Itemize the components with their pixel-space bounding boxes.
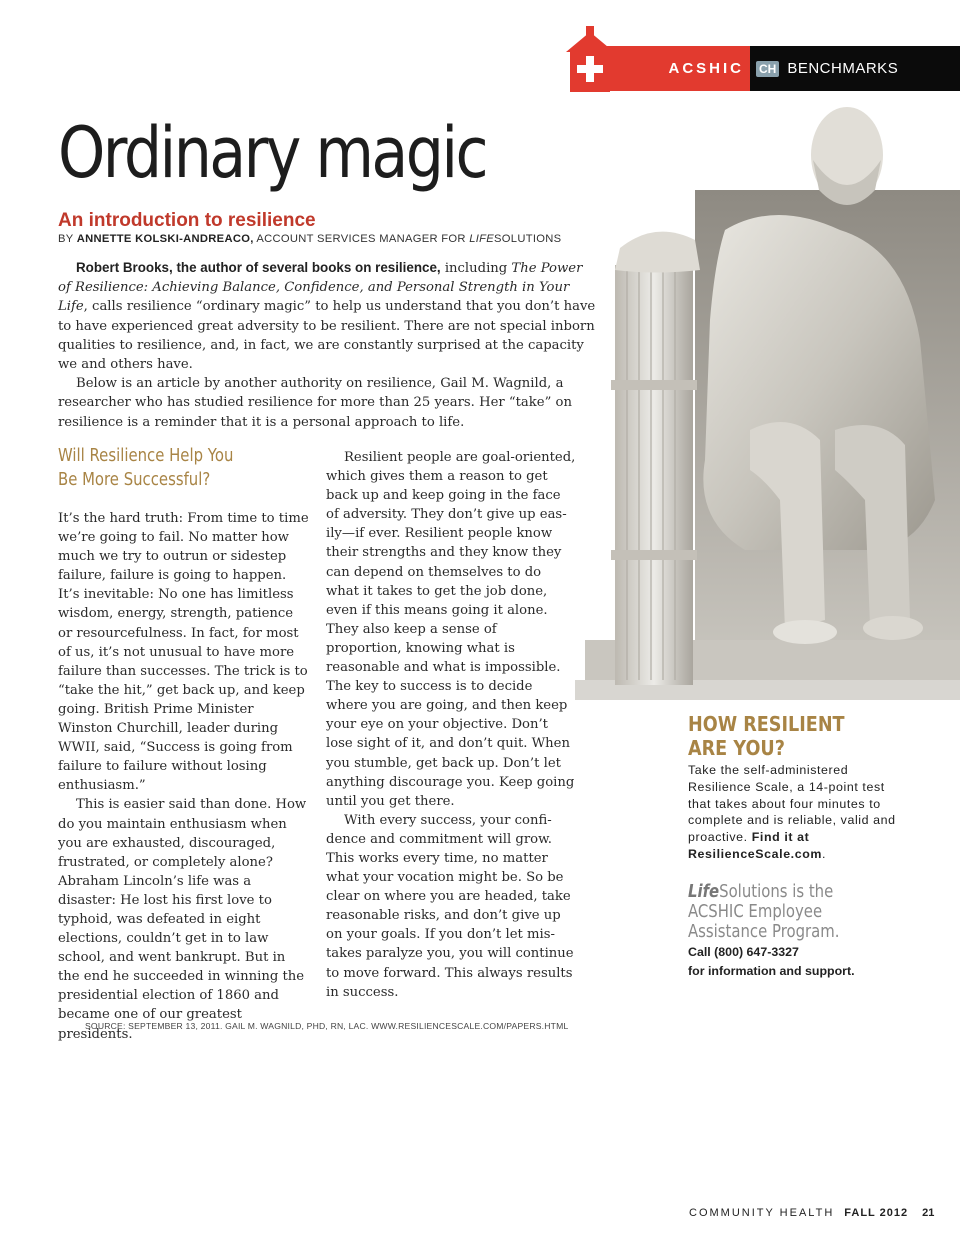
byline-author: ANNETTE KOLSKI-ANDREACO, bbox=[76, 233, 254, 245]
lifesolutions-line-2: ACSHIC Employee bbox=[688, 901, 823, 922]
section-heading-line-2: Be More Successful? bbox=[58, 470, 211, 490]
column-2-paragraph-1: Resilient people are goal-oriented, which gives them a reason to get back up and keep going in the face of adversity. They don’t give up easily—if ever. Resilient people know their strengths and they know they can depend on themselves to do what it takes to get the job done, even if this means going it alone. They also keep a sense of proportion, knowing what is reasonable and what is impossible. The key to success is to decide where you are going, and then keep your eye on your objective. Don’t lose sight of it, and don’t quit. When you stumble, get back up. Don’t let anything discourage you. Keep going until you get there. bbox=[326, 450, 576, 809]
resilience-scale-link[interactable]: Find it at ResilienceScale.com bbox=[688, 830, 822, 861]
section-heading bbox=[58, 444, 272, 492]
intro-lead: Robert Brooks, the author of several books on resilience, bbox=[76, 260, 441, 275]
lifesolutions-line-1-text: Solutions is the bbox=[719, 881, 834, 902]
publication-name: COMMUNITY HEALTH bbox=[689, 1207, 835, 1219]
sidebar-heading-line-2: ARE YOU? bbox=[688, 736, 785, 760]
intro-paragraph-2: Below is an article by another authority on resilience, Gail M. Wagnild, a researcher who has studied resilience for more than 25 years. Her “take” on resilience is a reminder that it is a personal approach to life. bbox=[58, 376, 572, 430]
byline-by: BY bbox=[58, 233, 77, 245]
intro-book-title: The Power of Resilience: Achieving Balance, Confidence, and Personal Strength in Your Life bbox=[58, 261, 583, 315]
page-title: Ordinary magic bbox=[58, 112, 487, 194]
article-column-2 bbox=[326, 448, 576, 1002]
sidebar-body bbox=[688, 762, 903, 863]
phone-number[interactable]: Call (800) 647-3327 bbox=[688, 944, 799, 959]
article-column-1 bbox=[58, 444, 310, 1044]
byline-role: ACCOUNT SERVICES MANAGER FOR bbox=[253, 233, 470, 245]
article-subtitle: An introduction to resilience bbox=[58, 210, 316, 231]
intro-text-b: , calls resilience “ordinary magic” to help us understand that you don’t have to have experienced great adversity to be resilient. There are not special inborn qualities to resilience, and, in fact, we are constantly surprised at the capacity we and others have. bbox=[58, 299, 596, 373]
page-footer bbox=[689, 1207, 934, 1219]
sidebar-heading-line-1: HOW RESILIENT bbox=[688, 712, 845, 736]
support-note: for information and support. bbox=[688, 963, 855, 978]
brand-name: ACSHIC bbox=[668, 60, 744, 77]
section-heading-line-1: Will Resilience Help You bbox=[58, 446, 234, 466]
statue-image bbox=[575, 80, 960, 700]
contact-info bbox=[688, 943, 903, 981]
article-intro bbox=[58, 258, 598, 432]
byline bbox=[58, 233, 561, 245]
column-1-paragraph-2: This is easier said than done. How do you maintain enthusiasm when you are exhausted, discouraged, frustrated, or completely alone? Abraham Lincoln’s life was a disaster: He lost his first love to typhoid, was defeated in eight elections, couldn’t get in to law school, and went bankrupt. But in the end he succeeded in winning the presidential election of 1860 and became one of our greatest presidents. bbox=[58, 797, 307, 1042]
lifesolutions-heading bbox=[688, 882, 892, 942]
byline-brand-rest: SOLUTIONS bbox=[494, 233, 562, 245]
page-number: 21 bbox=[922, 1207, 935, 1219]
lifesolutions-brand: Life bbox=[688, 881, 720, 902]
lifesolutions-line-1 bbox=[688, 882, 892, 902]
intro-text-a: including bbox=[440, 261, 512, 276]
column-1-paragraph-1: It’s the hard truth: From time to time we’re going to fail. No matter how much we try to outrun or sidestep failure, failure is going to happen. It’s inevitable: No one has limitless wisdom, energy, strength, patience or resourcefulness. In fact, for most of us, it’s not unusual to have more failure than successes. The trick is to “take the hit,” get back up, and keep going. British Prime Minister Winston Churchill, leader during WWII, said, “Success is going from failure to failure without losing enthusiasm.” bbox=[58, 511, 309, 794]
sidebar-callout bbox=[688, 712, 903, 981]
intro-paragraph-1 bbox=[58, 258, 598, 374]
ch-badge: CH bbox=[756, 61, 779, 77]
byline-brand-life: LIFE bbox=[469, 233, 495, 245]
issue-date: FALL 2012 bbox=[844, 1207, 909, 1219]
sidebar-heading bbox=[688, 712, 899, 760]
column-2-paragraph-2: With every success, your confidence and commitment will grow. This works every time, no matter what your vocation might be. So be clear on where you are headed, take reasonable risks, and don’t give up on your goals. If you don’t let mistakes paralyze you, you will continue to move forward. This always results in success. bbox=[326, 812, 574, 1000]
lifesolutions-line-3: Assistance Program. bbox=[688, 921, 840, 942]
source-citation: SOURCE: SEPTEMBER 13, 2011. GAIL M. WAGNILD, PHD, RN, LAC. WWW.RESILIENCESCALE.COM/PAPERS.HTML bbox=[85, 1021, 569, 1031]
sidebar-body-end: . bbox=[822, 846, 827, 861]
section-name: BENCHMARKS bbox=[787, 60, 899, 77]
sidebar-body-text: Take the self-administered Resilience Scale, a 14-point test that takes about four minutes to complete and is reliable, valid and proactive. bbox=[688, 763, 896, 845]
